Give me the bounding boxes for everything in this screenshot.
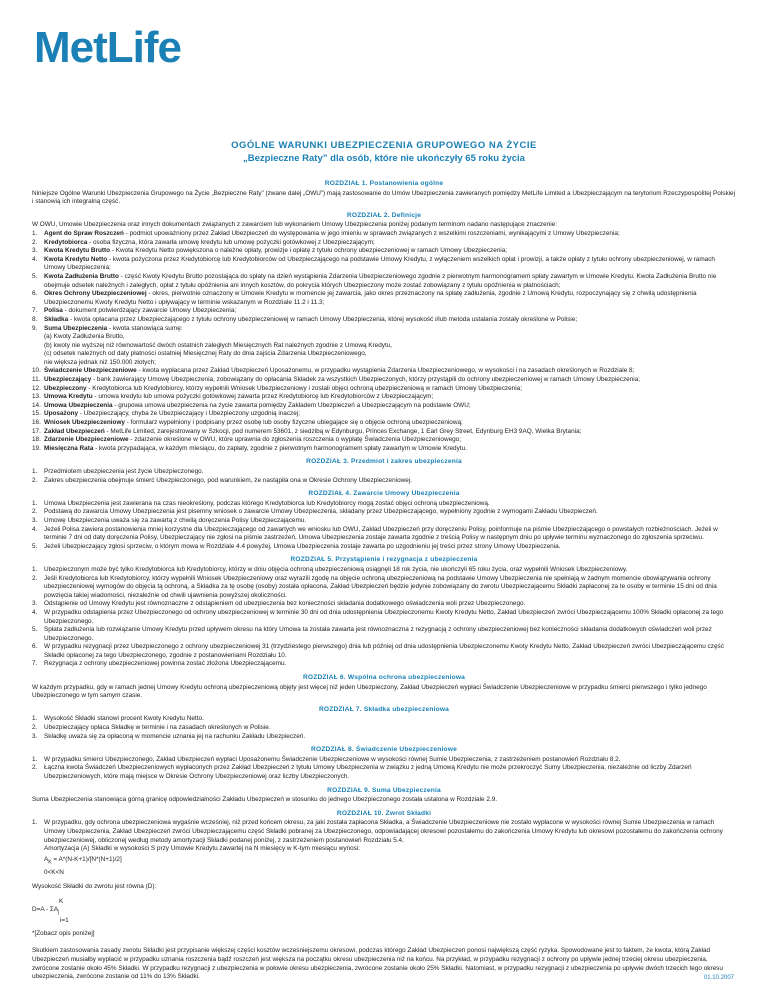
- term: Agent do Spraw Roszczeń: [44, 229, 124, 237]
- note: *[Zobacz opis poniżej]: [32, 929, 95, 937]
- item-number: 3.: [32, 732, 38, 740]
- item-text: [44, 410, 736, 419]
- definition: - Kredytobiorca lub Kredytobiorcy, którzy wypełnili Wniosek Ubezpieczeniowy i zostali objęci ochroną ubezpieczeniową w ramach Umowy Ubezpieczenia;: [86, 384, 522, 392]
- list-item: [32, 325, 736, 334]
- item-text: Wysokość Składki stanowi procent Kwoty Kredytu Netto.: [44, 715, 204, 723]
- item-number: 1.: [32, 499, 38, 507]
- item-text: Ubezpieczający opłaca Składkę w terminie i na zasadach określonych w Polisie.: [44, 724, 271, 732]
- section-heading-3: ROZDZIAŁ 3. Przedmiot i zakres ubezpieczenia: [306, 458, 462, 466]
- item-text: [44, 307, 736, 316]
- item-number: 7.: [32, 307, 38, 315]
- definition: - okres, pierwotnie oznaczony w Umowie Kredytu w momencie jej zawarcia, jako okres przeznaczony na spłatę zadłużenia, zgodnie z Umową Kredytu, rozpoczynający się z chwilą udostępnienia Ubezpieczonemu Kwoty Kredytu Netto i upływający w terminie wskazanym w Rozdziale 11.2 i 11.3;: [44, 290, 697, 306]
- item-text: W przypadku śmierci Ubezpieczonego, Zakład Ubezpieczeń wypłaci Uposażonemu Świadczenie Ubezpieczeniowe w wysokości równej Sumie Ubezpieczenia, z zastrzeżeniem postanowień Rozdziału 8.2.: [44, 755, 621, 763]
- definition: - grupowa umowa ubezpieczenia na życie zawarta pomiędzy Zakładem Ubezpieczeń a Ubezpieczającym na podstawie OWU;: [112, 401, 471, 409]
- definition: - Kwota Kredytu Netto powiększona o należne opłaty, prowizje i opłatę z tytułu ochrony ubezpieczeniowej w ramach Umowy Ubezpieczenia;: [110, 247, 508, 255]
- list-item: [32, 239, 736, 248]
- list-item: [32, 273, 736, 290]
- item-text: Zakres ubezpieczenia obejmuje śmierć Ubezpieczonego, pod warunkiem, że nastąpiła ona w Okresie Ochrony Ubezpieczeniowej.: [44, 476, 413, 484]
- item-text: [44, 445, 736, 454]
- list-item: [32, 367, 736, 376]
- definitions-list-continued: [32, 367, 736, 453]
- item-text: Podstawą do zawarcia Umowy Ubezpieczenia jest pisemny wniosek o zawarcie Umowy Ubezpieczenia, składany przez Ubezpieczającego, wypełniony zgodnie z wymogami Zakładu Ubezpieczeń.: [44, 508, 598, 516]
- item-text: [44, 367, 736, 376]
- return-formula: [32, 898, 736, 926]
- list-item: [32, 230, 736, 239]
- list-item: [32, 626, 736, 643]
- section-heading-8: ROZDZIAŁ 8. Świadczenie Ubezpieczeniowe: [311, 746, 457, 754]
- item-text: [44, 230, 736, 239]
- section-heading-5: ROZDZIAŁ 5. Przystąpienie i rezygnacja z ubezpieczenia: [290, 556, 478, 564]
- item-text: Składkę uważa się za opłaconą w momencie uznania jej na rachunku Zakładu Ubezpieczeń.: [44, 732, 306, 740]
- section-heading-10: ROZDZIAŁ 10. Zwrot Składki: [336, 809, 432, 817]
- definition: - umowa kredytu lub umowa pożyczki gotówkowej zawarta przez Kredytobiorcę lub Kredytobiorców z Ubezpieczającym;: [92, 393, 434, 401]
- explanation-text: Skutkiem zastosowania zasady zwrotu Składki jest przypisanie większej części kosztów wcześniejszemu okresowi, podczas którego Zakład Ubezpieczeń ponosi największą część ryzyka. Spowodowane jest to faktem, że kwota, którą Zakład Ubezpieczeń musiałby wypłacić w przypadku uznania roszczenia bądź roszczeń jest większa na początku okresu ubezpieczenia niż na końcu. Na przykład, w przypadku rezygnacji z ochrony po upływie jednej trzeciej okresu ubezpieczenia, zwrócone zostanie około 45% Składki. W przypadku rezygnacji z ubezpieczenia w połowie okresu ubezpieczenia, zwrócone zostanie około 25% Składki. Natomiast, w przypadku rezygnacji z ubezpieczenia po upływie dwóch trzecich tego okresu ubezpieczenia, zwrócone zostanie od 11% do 13% Składki.: [32, 947, 723, 981]
- term: Kwota Kredytu Brutto: [44, 247, 111, 255]
- definition: - kwota wypłacana przez Zakład Ubezpieczeń Uposażonemu, w przypadku wystąpienia Zdarzenia Ubezpieczeniowego, w wysokości i na zasadach określonych w Rozdziale 8;: [136, 367, 635, 375]
- list-item: [32, 256, 736, 273]
- document-body: [32, 180, 736, 982]
- term: Zdarzenie Ubezpieczeniowe: [44, 436, 129, 444]
- item-text: Jeżeli Ubezpieczający zgłosi sprzeciw, o którym mowa w Rozdziale 4.4 powyżej, Umowa Ubezpieczenia zostaje zawarta po uzgodnieniu jej treści przez strony Umowy Ubezpieczenia.: [44, 542, 561, 550]
- list-item: [32, 508, 736, 517]
- section-heading-7: ROZDZIAŁ 7. Składka ubezpieczeniowa: [318, 705, 450, 713]
- item-text: [44, 385, 736, 394]
- section-1-text: Niniejsze Ogólne Warunki Ubezpieczenia Grupowego na Życie „Bezpieczne Raty” (zwane dalej „OWU”) mają zastosowanie do Umów Ubezpieczenia zawieranych pomiędzy MetLife Limited a Ubezpieczającym na terytorium Rzeczypospolitej Polskiej i stanowią ich integralną część.: [32, 189, 736, 206]
- list-item: [32, 643, 736, 660]
- item-number: 17.: [32, 427, 41, 435]
- section-2-intro: W OWU, Umowie Ubezpieczenia oraz innych dokumentach związanych z zawarciem lub wykonaniem Umowy Ubezpieczenia poniżej podanym terminom nadano następujące znaczenie:: [32, 221, 557, 229]
- item-number: 1.: [32, 468, 38, 475]
- sum-expression: D=A - ΣA: [32, 906, 59, 914]
- document-title: OGÓLNE WARUNKI UBEZPIECZENIA GRUPOWEGO NA ŻYCIE: [231, 140, 537, 151]
- item-number: 2.: [32, 574, 38, 582]
- item-number: 2.: [32, 724, 38, 732]
- definition: - podmiot upoważniony przez Zakład Ubezpieczeń do występowania w jego imieniu w sprawach związanych z wszelkimi roszczeniami, wynikającymi z Umowy Ubezpieczenia;: [123, 229, 620, 237]
- item-number: 2.: [32, 476, 38, 484]
- term: Polisa: [44, 307, 63, 315]
- section-heading-2: ROZDZIAŁ 2. Definicje: [346, 211, 422, 219]
- item-text: [44, 419, 736, 428]
- item-number: 4.: [32, 525, 38, 533]
- item-number: 15.: [32, 410, 41, 418]
- term: Ubezpieczający: [44, 376, 92, 384]
- item-number: 3.: [32, 600, 38, 608]
- item-text: [44, 325, 736, 334]
- item-text: [44, 376, 736, 385]
- sum-upper-limit: K: [59, 897, 64, 905]
- sum-subscript: j: [58, 909, 60, 916]
- item-text: [44, 428, 736, 437]
- item-number: 1.: [32, 755, 38, 763]
- list-item: [32, 307, 736, 316]
- item-number: 2.: [32, 238, 38, 246]
- list-item: [32, 410, 736, 419]
- item-number: 4.: [32, 255, 38, 263]
- term: Miesięczna Rata: [44, 444, 94, 452]
- item-text: Odstąpienie od Umowy Kredytu jest równoznaczne z odstąpieniem od ubezpieczenia bez konieczności składania dodatkowego oświadczenia woli przez Ubezpieczonego.: [44, 600, 526, 608]
- item-text: Ubezpieczonym może być tylko Kredytobiorca lub Kredytobiorcy, którzy w dniu objęcia ochroną ubezpieczeniową osiągnęli 18 rok życia, nie ukończyli 65 roku życia, oraz wypełnili Wniosek Ubezpieczeniowy.: [44, 565, 628, 573]
- list-item: [32, 575, 736, 601]
- item-text: [44, 402, 736, 411]
- item-number: 10.: [32, 367, 41, 375]
- definition: - bank zawierający Umowę Ubezpieczenia, zobowiązany do opłacania Składek za wszystkich Ubezpieczonych, którzy przystąpili do ochrony ubezpieczeniowej w ramach Umowy Ubezpieczenia;: [91, 376, 641, 384]
- item-number: 1.: [32, 715, 38, 723]
- item-number: 6.: [32, 643, 38, 651]
- item-text: Jeśli Kredytobiorca lub Kredytobiorcy, którzy wypełnili Wniosek Ubezpieczeniowy oraz wyrazili zgodę na objęcie ochroną ubezpieczeniową na podstawie Umowy Ubezpieczenia nie spełniają w żadnym momencie obowiązywania ochrony ubezpieczeniowej wymogów do objęcia tą ochroną, a Składka za tę osobę (osoby) została opłacona, Zakład Ubezpieczeń będzie jedynie zobowiązany do zwrotu Ubezpieczającemu Składki zapłaconej za te osoby w terminie 15 dni od dnia powzięcia takiej wiadomości, niezależnie od chwili ujawnienia powyższej okoliczności.: [44, 574, 717, 599]
- sum-lower-limit: i=1: [60, 917, 69, 925]
- amortization-formula: [44, 856, 736, 867]
- list-item: [32, 517, 736, 526]
- term: Umowa Kredytu: [44, 393, 93, 401]
- list-item: [32, 609, 736, 626]
- formula-condition: 0<K<N: [44, 868, 64, 876]
- document-header: [0, 140, 768, 164]
- section-heading-6: ROZDZIAŁ 6. Wspólna ochrona ubezpieczeniowa: [302, 674, 466, 682]
- term: Zakład Ubezpieczeń: [44, 427, 105, 435]
- item-number: 18.: [32, 436, 41, 444]
- item-number: 7.: [32, 660, 38, 668]
- item-text: [44, 819, 736, 877]
- document-subtitle: „Bezpieczne Raty” dla osób, które nie ukończyły 65 roku życia: [243, 153, 525, 164]
- item-number: 16.: [32, 419, 41, 427]
- list-item: [32, 500, 736, 509]
- term: Suma Ubezpieczenia: [44, 324, 108, 332]
- section-10-item-1: W przypadku, gdy ochrona ubezpieczeniowa wygaśnie wcześniej, niż przed końcem okresu, za jaki została zapłacona Składka, a Świadczenie Ubezpieczeniowe nie zostało wypłacone w wysokości równej Sumie Ubezpieczenia w ramach Umowy Ubezpieczenia, Zakład Ubezpieczeń zwróci Ubezpieczającemu część Składki pobranej za Ubezpieczonego, odpowiadającej okresowi pozostałemu do zakończenia Umowy Kredytu lub okresowi pozostałemu do zakończenia ochrony ubezpieczeniowej, obliczonej według metody amortyzacji Składki podanej poniżej, z zastrzeżeniem postanowień Rozdziału 5.4.: [44, 819, 723, 844]
- item-text: Jeżeli Polisa zawiera postanowienia mniej korzystne dla Ubezpieczającego od zawartych we wniosku lub OWU, Zakład Ubezpieczeń przy doręczeniu Polisy, poinformuje na piśmie Ubezpieczającego o powstałych rozbieżnościach. Jeżeli w terminie 7 dni od daty doręczenia Polisy, Ubezpieczający nie zgłosi na piśmie zastrzeżeń, Umowa Ubezpieczenia zostaje zawarta zgodnie z treścią Polisy w następnym dniu po upływie terminu wyznaczonego do zgłoszenia sprzeciwu.: [44, 525, 718, 542]
- item-number: 3.: [32, 516, 38, 524]
- sum-main: [32, 906, 736, 917]
- item-number: 19.: [32, 444, 41, 452]
- term: Świadczenie Ubezpieczeniowe: [44, 367, 137, 375]
- list-item: [32, 436, 736, 445]
- list-item: [32, 733, 736, 742]
- list-item: [32, 376, 736, 385]
- definition: - kwota stanowiąca sumę:: [107, 324, 183, 332]
- item-text: Rezygnacja z ochrony ubezpieczeniowej powinna zostać złożona Ubezpieczającemu.: [44, 660, 287, 668]
- footer-date: 01.10.2007: [703, 975, 734, 981]
- list-item: [32, 724, 736, 733]
- list-item: [32, 419, 736, 428]
- term: Kredytobiorca: [44, 238, 88, 246]
- list-item: [32, 660, 736, 669]
- definitions-list: [32, 230, 736, 333]
- section-6-text: W każdym przypadku, gdy w ramach jednej Umowy Kredytu ochroną ubezpieczeniową objęty jest więcej niż jeden Ubezpieczony, Zakład Ubezpieczeń wypłaci Świadczenie Ubezpieczeniowe w przypadku śmierci pierwszego i tylko jednego Ubezpieczonego w tym samym czasie.: [32, 683, 707, 700]
- formula-sub: K: [48, 859, 52, 866]
- item-text: [44, 393, 736, 402]
- list-item: [32, 526, 736, 543]
- definition: - Ubezpieczający, chyba że Ubezpieczający i Ubezpieczony uzgodnią inaczej;: [78, 410, 300, 418]
- item-number: 6.: [32, 290, 38, 298]
- definition: - dokument potwierdzający zawarcie Umowy Ubezpieczenia;: [62, 307, 237, 315]
- item-number: 1.: [32, 565, 38, 573]
- item-number: 9.: [32, 324, 38, 332]
- section-heading-1: ROZDZIAŁ 1. Postanowienia ogólne: [324, 180, 444, 187]
- definition: - część Kwoty Kredytu Brutto pozostająca do spłaty na dzień wystąpienia Zdarzenia Ubezpieczeniowego zgodnie z pierwotnym harmonogramem spłaty zawartym w Umowie Kredytu. Kwota Zadłużenia Brutto nie obejmuje odsetek należnych i zaległych, opłat z tytułu opóźnienia ani innych kosztów, do pokrycia których Ubezpieczony może zostać zobowiązany z tytułu opóźnienia w płatnościach;: [44, 272, 717, 289]
- item-text: [44, 273, 736, 290]
- list-item: [32, 543, 736, 552]
- item-number: 3.: [32, 247, 38, 255]
- item-text: [44, 316, 736, 325]
- item-text: [44, 239, 736, 248]
- list-item: [32, 385, 736, 394]
- list-item: [32, 290, 736, 307]
- term: Składka: [44, 315, 69, 323]
- item-number: 2.: [32, 508, 38, 516]
- amortization-text: Amortyzacja (A) Składki w wysokości S przy Umowie Kredytu zawartej na N miesięcy w K-tym miesiącu wynosi:: [44, 845, 361, 853]
- definition: - kwota opłacana przez Ubezpieczającego z tytułu ochrony ubezpieczeniowej w ramach Umowy Ubezpieczenia, której wysokość i/lub metoda ustalania zostały określone w Polisie;: [68, 315, 578, 323]
- definition: - zdarzenie określone w OWU, które uprawnia do zgłoszenia roszczenia o wypłatę Świadczenia Ubezpieczeniowego;: [128, 436, 462, 444]
- definition: - kwota przypadająca, w każdym miesiącu, do zapłaty, zgodnie z pierwotnym harmonogramem spłaty zawartym w Umowie Kredytu.: [93, 444, 467, 452]
- list-item: [32, 600, 736, 609]
- item-text: [44, 247, 736, 256]
- list-item: [32, 477, 736, 486]
- item-number: 4.: [32, 608, 38, 616]
- item-number: 2.: [32, 764, 38, 772]
- item-text: Spłata zadłużenia lub rozwiązanie Umowy Kredytu przed upływem okresu na który Umowa ta została zawarta jest równoznaczna z rezygnacją z ochrony ubezpieczeniowej bez konieczności składania dodatkowych oświadczeń woli przez Ubezpieczonego.: [44, 626, 712, 642]
- list-item: [32, 393, 736, 402]
- list-item: [32, 468, 736, 477]
- item-number: 5.: [32, 542, 38, 550]
- item-number: 5.: [32, 626, 38, 634]
- sum-part: (c) odsetek należnych od daty płatności ostatniej Miesięcznej Raty do dnia zajścia Zdarzenia Ubezpieczeniowego,: [44, 350, 367, 358]
- sum-parts: [32, 333, 736, 367]
- section-8-list: [32, 756, 736, 782]
- term: Umowa Ubezpieczenia: [44, 401, 113, 409]
- list-item: [32, 566, 736, 575]
- item-number: 12.: [32, 384, 41, 392]
- section-9-text: Suma Ubezpieczenia stanowiąca górną granicę odpowiedzialności Zakładu Ubezpieczeń w stosunku do jednego Ubezpieczonego została ustalona w Rozdziale 2.9.: [32, 796, 498, 804]
- list-item: [32, 247, 736, 256]
- item-text: W przypadku odstąpienia przez Ubezpieczonego od ochrony ubezpieczeniowej w terminie 30 dni od dnia udostępnienia Ubezpieczonemu Kwoty Kredytu Netto, Zakład Ubezpieczeń zwróci Ubezpieczającemu 100% Składki opłaconej za tego Ubezpieczonego.: [44, 608, 724, 625]
- item-text: Łączna kwota Świadczeń Ubezpieczeniowych wypłaconych przez Zakład Ubezpieczeń z tytułu Umowy Ubezpieczenia w związku z jedną Umową Kredytu nie może przekroczyć Sumy Ubezpieczenia, niezależnie od liczby Zdarzeń Ubezpieczeniowych, które mają miejsce w Okresie Ochrony Ubezpieczeniowej oraz liczby Ubezpieczonych.: [44, 764, 692, 780]
- item-number: 13.: [32, 393, 41, 401]
- item-number: 1.: [32, 819, 38, 827]
- list-item: [32, 316, 736, 325]
- sum-part: nie większa jednak niż 150.000 złotych;: [44, 358, 156, 366]
- sum-part: (b) kwoty nie wyższej niż równowartość dwóch ostatnich zaległych Miesięcznych Rat należnych zgodnie z Umową Kredytu,: [44, 341, 393, 349]
- formula-a: A: [44, 855, 49, 863]
- item-text: [44, 290, 736, 307]
- section-4-list: [32, 500, 736, 552]
- definition: - formularz wypełniony i podpisany przez osobę lub osoby fizyczne ubiegające się o objęcie ochroną ubezpieczeniową;: [124, 419, 463, 427]
- item-number: 14.: [32, 401, 41, 409]
- sum-part: (a) Kwoty Zadłużenia Brutto,: [44, 333, 125, 341]
- formula-rest: = A*(N-K+1)/[N*(N+1)/2]: [51, 855, 122, 863]
- section-heading-9: ROZDZIAŁ 9. Suma Ubezpieczenia: [327, 786, 441, 794]
- term: Okres Ochrony Ubezpieczeniowej: [44, 290, 147, 298]
- list-item: [32, 428, 736, 437]
- item-text: Umowę Ubezpieczenia uważa się za zawartą z chwilą doręczenia Polisy Ubezpieczającemu.: [44, 516, 307, 524]
- list-item: [32, 715, 736, 724]
- list-item: [32, 445, 736, 454]
- section-5-list: [32, 566, 736, 669]
- item-text: Przedmiotem ubezpieczenia jest życie Ubezpieczonego.: [44, 468, 204, 475]
- section-7-list: [32, 715, 736, 741]
- term: Kwota Zadłużenia Brutto: [44, 272, 119, 280]
- item-number: 11.: [32, 376, 41, 384]
- return-text: Wysokość Składki do zwrotu jest równa (D):: [32, 883, 157, 891]
- definition: - MetLife Limited, zarejestrowany w Szkocji, pod numerem 53601, z siedzibą w Edynburgu, Princes Exchange, 1 Earl Grey Street, Edynburg EH3 9AQ, Wielka Brytania;: [104, 427, 582, 435]
- definition: - osoba fizyczna, która zawarła umowę kredytu lub umowę pożyczki gotówkowej z Ubezpieczającym;: [87, 238, 375, 246]
- item-text: [44, 256, 736, 273]
- list-item: [32, 764, 736, 781]
- list-item: [32, 819, 736, 877]
- section-heading-4: ROZDZIAŁ 4. Zawarcie Umowy Ubezpieczenia: [308, 490, 460, 498]
- item-text: Umowa Ubezpieczenia jest zawierana na czas nieokreślony, podczas którego Kredytobiorca lub Kredytobiorcy mogą zostać objęci ochroną ubezpieczeniową.: [44, 499, 490, 507]
- item-text: W przypadku rezygnacji przez Ubezpieczonego z ochrony ubezpieczeniowej 31 (trzydziestego pierwszego) dnia lub później od dnia udostępnienia Ubezpieczonemu Kwoty Kredytu Netto, Zakład Ubezpieczeń zwróci Ubezpieczającemu część Składki opłaconej za tego Ubezpieczonego, zgodnie z postanowieniami Rozdziału 10.: [44, 643, 724, 659]
- list-item: [32, 402, 736, 411]
- term: Wniosek Ubezpieczeniowy: [44, 419, 125, 427]
- term: Kwota Kredytu Netto: [44, 255, 108, 263]
- item-number: 5.: [32, 272, 38, 280]
- definition: - kwota pożyczona przez Kredytobiorcę lub Kredytobiorców od Ubezpieczającego na podstawie Umowy Kredytu, z wyłączeniem wszelkich opłat i prowizji, a także opłaty z tytułu ochrony ubezpieczeniowej, w ramach Umowy Ubezpieczenia;: [44, 255, 715, 272]
- item-number: 8.: [32, 315, 38, 323]
- item-number: 1.: [32, 229, 38, 237]
- term: Ubezpieczony: [44, 384, 87, 392]
- section-3-list: [32, 468, 736, 485]
- term: Uposażony: [44, 410, 79, 418]
- metlife-logo: MetLife: [34, 23, 181, 72]
- item-text: [44, 436, 736, 445]
